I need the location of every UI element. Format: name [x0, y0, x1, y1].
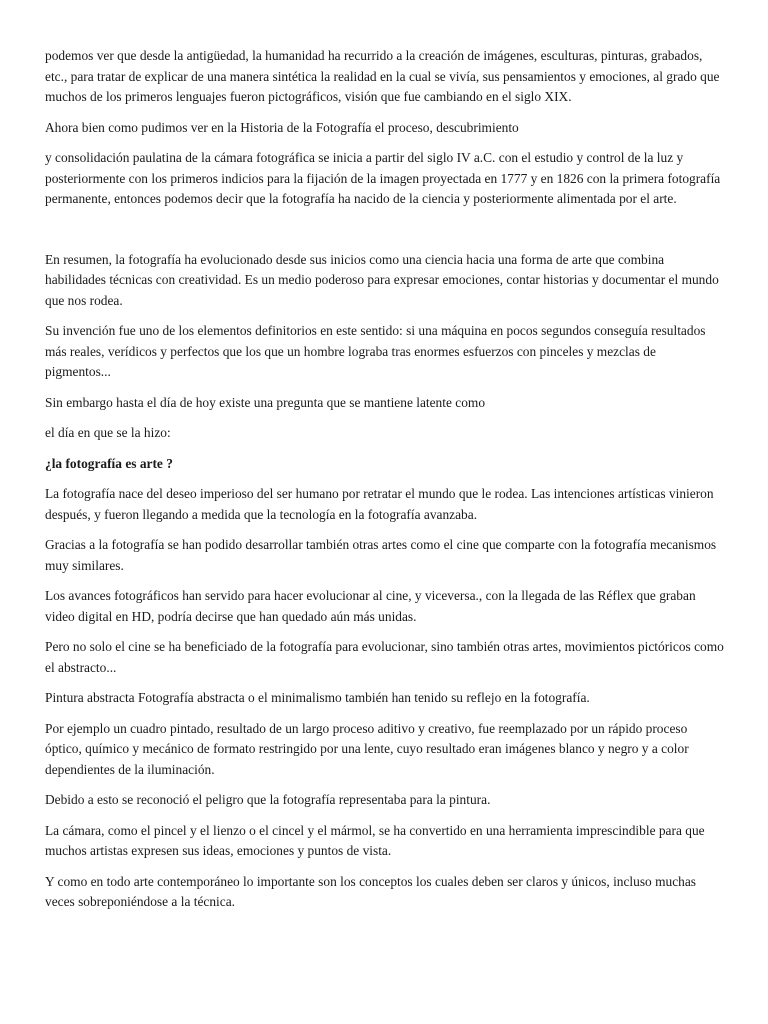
paragraph-4: En resumen, la fotografía ha evolucionado desde sus inicios como una ciencia hacia una forma de arte que combina habilidades técnicas con creatividad. Es un medio poderoso para expresar emociones, contar historias y documentar el mundo que nos rodea.: [45, 251, 719, 308]
paragraph-5: Su invención fue uno de los elementos definitorios en este sentido: si una máquina en pocos segundos conseguía resultados más reales, verídicos y perfectos que los que un hombre lograba tras enormes esfuerzos con pinceles y mezclas de pigmentos...: [45, 323, 706, 379]
paragraph-10: Gracias a la fotografía se han podido desarrollar también otras artes como el cine que comparte con la fotografía mecanismos muy similares.: [45, 537, 717, 573]
section-question-heading: ¿la fotografía es arte ?: [45, 455, 173, 471]
paragraph-14: Por ejemplo un cuadro pintado, resultado de un largo proceso aditivo y creativo, fue reemplazado por un rápido proceso óptico, químico y mecánico de formato restringido por una lente, cuyo resultado eran imágenes blanco y negro y a color dependientes de la iluminación.: [45, 720, 689, 777]
paragraph-13: Pintura abstracta Fotografía abstracta o el minimalismo también han tenido su reflejo en la fotografía.: [45, 690, 590, 705]
paragraph-7: el día en que se la hizo:: [45, 425, 171, 440]
paragraph-2: Ahora bien como pudimos ver en la Historia de la Fotografía el proceso, descubrimiento: [45, 119, 519, 135]
paragraph-17: Y como en todo arte contemporáneo lo importante son los conceptos los cuales deben ser claros y únicos, incluso muchas veces sobreponiéndose a la técnica.: [45, 873, 697, 909]
paragraph-12: Pero no solo el cine se ha beneficiado de la fotografía para evolucionar, sino también otras artes, movimientos pictóricos como el abstracto...: [45, 639, 724, 675]
paragraph-6: Sin embargo hasta el día de hoy existe una pregunta que se mantiene latente como: [45, 394, 486, 410]
paragraph-9: La fotografía nace del deseo imperioso del ser humano por retratar el mundo que le rodea. Las intenciones artísticas vinieron después, y fueron llegando a medida que la tecnología en la fotografía avanzaba.: [45, 486, 714, 522]
paragraph-16: La cámara, como el pincel y el lienzo o el cincel y el mármol, se ha convertido en una herramienta imprescindible para que muchos artistas expresen sus ideas, emociones y puntos de vista.: [45, 822, 705, 858]
document-page: [45, 46, 725, 923]
paragraph-11: Los avances fotográficos han servido para hacer evolucionar al cine, y viceversa., con la llegada de las Réflex que graban video digital en HD, podría decirse que han quedado aún más unidas.: [45, 588, 696, 624]
paragraph-15: Debido a esto se reconoció el peligro que la fotografía representaba para la pintura.: [45, 792, 491, 807]
paragraph-3: y consolidación paulatina de la cámara fotográfica se inicia a partir del siglo IV a.C. con el estudio y control de la luz y posteriormente con los primeros indicios para la fijación de la imagen proyectada en 1777 y en 1826 con la primera fotografía permanente, entonces podemos decir que la fotografía ha nacido de la ciencia y posteriormente alimentada por el arte.: [45, 150, 721, 206]
paragraph-1: podemos ver que desde la antigüedad, la humanidad ha recurrido a la creación de imágenes, esculturas, pinturas, grabados, etc., para tratar de explicar de una manera sintética la realidad en la cual se vivía, sus pensamientos y emociones, al grado que muchos de los primeros lenguajes fueron pictográficos, visión que fue cambiando en el siglo XIX.: [45, 48, 720, 104]
